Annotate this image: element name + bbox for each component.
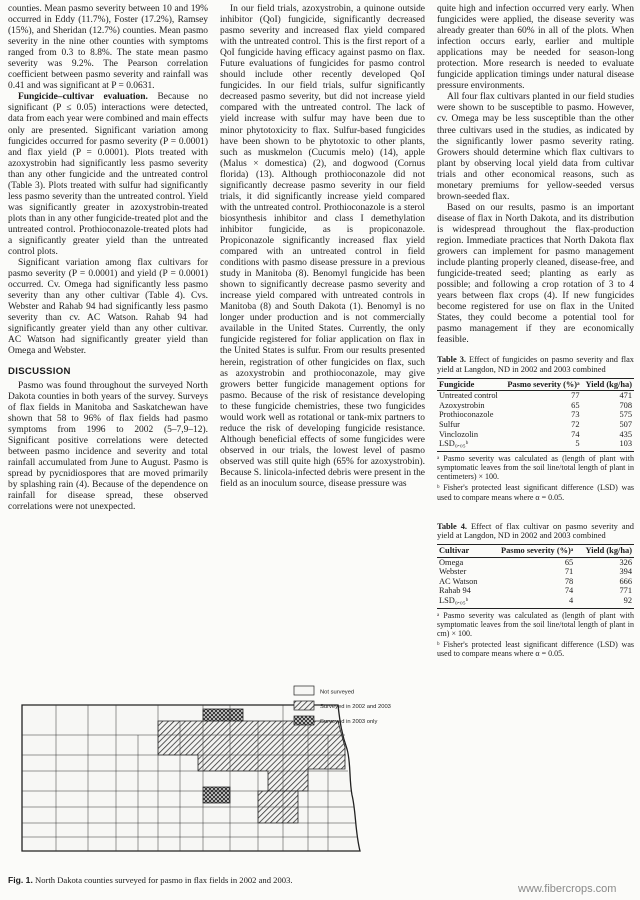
table-row — [437, 586, 634, 596]
section-heading: DISCUSSION — [8, 365, 71, 377]
cell: 507 — [619, 420, 632, 430]
paragraph: Pasmo was found throughout the surveyed North Dakota counties in both years of the survey. Surveys of flax fields in Manitoba and Saskatchewan have shown that 58 to 96% of flax fields had pasmo symptoms from 1996 to 2002 (5–7,9–12). Significant positive correlations were detected between pasmo incidence and severity and total rainfall accumulated from June to August. Pasmo is spread by pycnidiospores that are moved primarily by splashing rain (4). Because of the dependence on rainfall for disease spread, these observed correlations were not unexpected. — [8, 380, 208, 513]
county-map-figure — [8, 683, 424, 859]
paragraph: All four flax cultivars planted in our field studies were shown to be susceptible to pasmo. However, cv. Omega may be less susceptible than the other three cultivars used in the studies, as indicated by the significantly lower pasmo severity rating. Growers should determine which flax cultivars to plant by observing local yield data from cultivar trials and other economical reasons, such as monetary premiums for yellow-seeded versus brown-seeded flax. — [437, 92, 634, 202]
cell: Webster — [439, 567, 467, 577]
table-4-caption — [437, 522, 634, 541]
cell: 71 — [564, 567, 574, 577]
cell: Rahab 94 — [439, 586, 471, 596]
table-row — [437, 577, 634, 587]
column-header: Pasmo severity (%)ᵃ — [486, 545, 575, 558]
cell: 5 — [502, 439, 581, 451]
table-4 — [437, 544, 634, 609]
paragraph — [8, 92, 208, 258]
surveyed-2003-only-region — [203, 787, 230, 803]
cell: 471 — [619, 391, 632, 401]
figure-label: Fig. 1. — [8, 875, 33, 885]
column-header: Pasmo severity (%)ᵃ — [502, 378, 581, 391]
cell: 78 — [564, 576, 574, 586]
table-row — [437, 567, 634, 577]
cell: 74 — [571, 429, 580, 439]
paragraph: quite high and infection occurred very early. When fungicides were applied, the disease severity was already greater than 60% in all of the plots. When infection occurs early, earlier and multiple applications may be needed for season-long protection. More research is needed to evaluate fungicide application timings under natural disease pressure environments. — [437, 4, 634, 92]
legend-swatch-surveyed-2003-only — [294, 716, 314, 725]
table-footnote: ᵇ Fisher's protected least significant difference (LSD) was used to compare means where α = 0.05. — [437, 483, 634, 502]
legend-label: Not surveyed — [320, 689, 355, 696]
cell: Omega — [439, 557, 464, 567]
cell: 103 — [582, 439, 634, 451]
cell: 72 — [571, 420, 580, 430]
table-label: Table 4. — [437, 521, 468, 531]
cell: 65 — [571, 400, 580, 410]
paragraph-text: Because no significant (P ≤ 0.05) interactions were detected, data from each year were combined and main effects only are presented. Significant variation among fungicides occurred for pasmo severity (P = 0.0001) and flax yield (P = 0.0001). Plots treated with azoxystrobin had significantly less pasmo severity than any other fungicide and the untreated control (Table 3). Plots treated with sulfur had significantly less pasmo severity than the untreated control. Yield was significantly greater in azoxystrobin-treated plots than in any other fungicide-treated plot and the untreated control. Prothioconazole-treated plots had a significantly greater yield than the untreated control plots. — [8, 92, 208, 258]
cell: 708 — [619, 400, 632, 410]
table-label: Table 3. — [437, 355, 466, 365]
table-footnote: ᵃ Pasmo severity was calculated as (length of plant with symptomatic leaves from the soil line/total length of plant in centimeters) × 100. — [437, 453, 634, 482]
text-column-1 — [8, 4, 208, 513]
run-in-heading: Fungicide–cultivar evaluation. — [18, 92, 148, 103]
table-3 — [437, 378, 634, 452]
legend-label: Surveyed in 2003 only — [320, 719, 378, 725]
table-3-caption — [437, 355, 634, 374]
column-header: Fungicide — [437, 378, 502, 391]
table-caption-text: Effect of fungicides on pasmo severity and flax yield at Langdon, ND in 2002 and 2003 combined — [437, 355, 634, 375]
cell: Vinclozolin — [439, 429, 479, 439]
watermark: www.fibercrops.com — [518, 883, 617, 895]
table-row — [437, 430, 634, 440]
cell: Azoxystrobin — [439, 400, 485, 410]
cell: 575 — [619, 410, 632, 420]
paragraph: counties. Mean pasmo severity between 10 and 19% occurred in Eddy (11.7%), Foster (17.2%), Ramsey (15%), and Sheridan (12.7%) counties. Mean pasmo severity in the nine other counties with symptoms ranged from 0.3 to 8.8%. The state mean pasmo severity was 9.2%. The Pearson correlation coefficient between pasmo severity and rainfall was 0.41 and was significant at P = 0.0631. — [8, 4, 208, 92]
table-footnote: ᵇ Fisher's protected least significant difference (LSD) was used to compare means where α = 0.05. — [437, 640, 634, 659]
cell: 326 — [619, 557, 632, 567]
cell: Sulfur — [439, 420, 460, 430]
legend-label: Surveyed in 2002 and 2003 — [320, 704, 391, 710]
table-footnote: ᵃ Pasmo severity was calculated as (length of plant with symptomatic leaves from the soil line/total length of plant in cm) × 100. — [437, 610, 634, 638]
cell: 77 — [571, 391, 580, 401]
legend-swatch-surveyed-2002-2003 — [294, 701, 314, 710]
cell: 73 — [571, 410, 580, 420]
text-column-2 — [220, 4, 425, 490]
cell: 666 — [619, 576, 632, 586]
cell: Prothioconazole — [439, 410, 494, 420]
table-caption-text: Effect of flax cultivar on pasmo severity and yield at Langdon, ND in 2002 and 2003 combined — [437, 521, 634, 541]
column-header: Cultivar — [437, 545, 486, 558]
table-row — [437, 439, 634, 451]
cell: 4 — [486, 596, 575, 608]
table-row — [437, 410, 634, 420]
table-row — [437, 420, 634, 430]
table-row — [437, 401, 634, 411]
figure-caption — [8, 875, 428, 885]
legend-swatch-not-surveyed — [294, 686, 314, 695]
map-legend — [294, 686, 391, 725]
cell: LSD₀.₀₅ᵇ — [437, 439, 502, 451]
column-header: Yield (kg/ha) — [575, 545, 634, 558]
cell: LSD₀.₀₅ᵇ — [437, 596, 486, 608]
figure-caption-text: North Dakota counties surveyed for pasmo in flax fields in 2002 and 2003. — [32, 875, 293, 885]
cell: AC Watson — [439, 576, 478, 586]
table-row — [437, 596, 634, 608]
cell: 435 — [619, 429, 632, 439]
cell: Untreated control — [439, 391, 498, 401]
paragraph: Based on our results, pasmo is an important disease of flax in North Dakota, and its distribution is widespread throughout the flax-production region. Immediate practices that North Dakota flax growers can implement for pasmo management include planting properly cleaned, disease-free, and fungicide-treated seed; planting as early as possible; and following a crop rotation of 3 to 4 years between flax crops (4). If new fungicides become registered for use on flax in the United States, they could become a potential tool for pasmo management if they are economically feasible. — [437, 202, 634, 346]
column-header: Yield (kg/ha) — [582, 378, 634, 391]
cell: 394 — [619, 567, 632, 577]
cell: 771 — [619, 586, 632, 596]
cell: 65 — [564, 557, 574, 567]
cell: 74 — [564, 586, 574, 596]
text-column-3 — [437, 4, 634, 659]
paragraph: In our field trials, azoxystrobin, a quinone outside inhibitor (QoI) fungicide, significantly decreased pasmo severity and increased flax yield compared with the untreated control. This is the first report of a QoI fungicide having efficacy against pasmo on flax. Future evaluations of fungicides for pasmo control should include other recently developed QoI fungicides. In our field trials, sulfur significantly decreased pasmo severity, but did not increase yield compared with the untreated control. The lack of yield increase with sulfur may have been due to minor phytotoxicity to flax. Sulfur-based fungicides have been shown to be phytotoxic to other plants, such as muskmelon (Cucumis melo) (14), apple (Malus × domestica) (2), and dogwood (Cornus florida) (13). Although prothioconazole did not significantly decrease pasmo severity in our field trials, it did significantly increase yield compared with the untreated control. Prothioconazole is a sterol biosynthesis inhibitor and class I demethylation inhibitor fungicide, as is propiconazole. Propiconazole significantly increased flax yield compared with an untreated control in field conditions with pasmo disease pressure in a previous study in Manitoba (8). Benomyl fungicide has been shown to significantly decrease pasmo severity and increase yield compared with untreated controls in Manitoba (8) and South Dakota (1). Benomyl is no longer under production and is not commercially available in the United States. Currently, the only fungicide registered for foliar application on flax in the United States is sulfur. From our results presented herein, registration of other fungicides on flax, such as azoxystrobin and prothioconazole, may give growers better fungicide management options for pasmo. Because of the risk of resistance developing to these fungicide chemistries, these two fungicides would work well as rotational or tank-mix partners to reduce the risk of developing fungicide resistance. Although beneficial effects of some fungicides were observed in our trials, the lowest level of pasmo observed was still quite high (65% for azoxystrobin). Because S. linicola-infected debris were present in the field as an inoculum source, disease pressure was — [220, 4, 425, 490]
cell: 92 — [575, 596, 634, 608]
table-row — [437, 391, 634, 401]
table-row — [437, 557, 634, 567]
surveyed-2003-only-region — [203, 709, 243, 721]
paragraph: Significant variation among flax cultivars for pasmo severity (P = 0.0001) and yield (P = 0.0001) occurred. Cv. Omega had significantly less pasmo severity than any other cultivar (Table 4). Cvs. Webster and Rahab 94 had significantly less pasmo severity than cv. AC Watson. Rahab 94 had significantly greater yield than any other cultivar. AC Watson had significantly greater yield than Omega and Webster. — [8, 258, 208, 357]
